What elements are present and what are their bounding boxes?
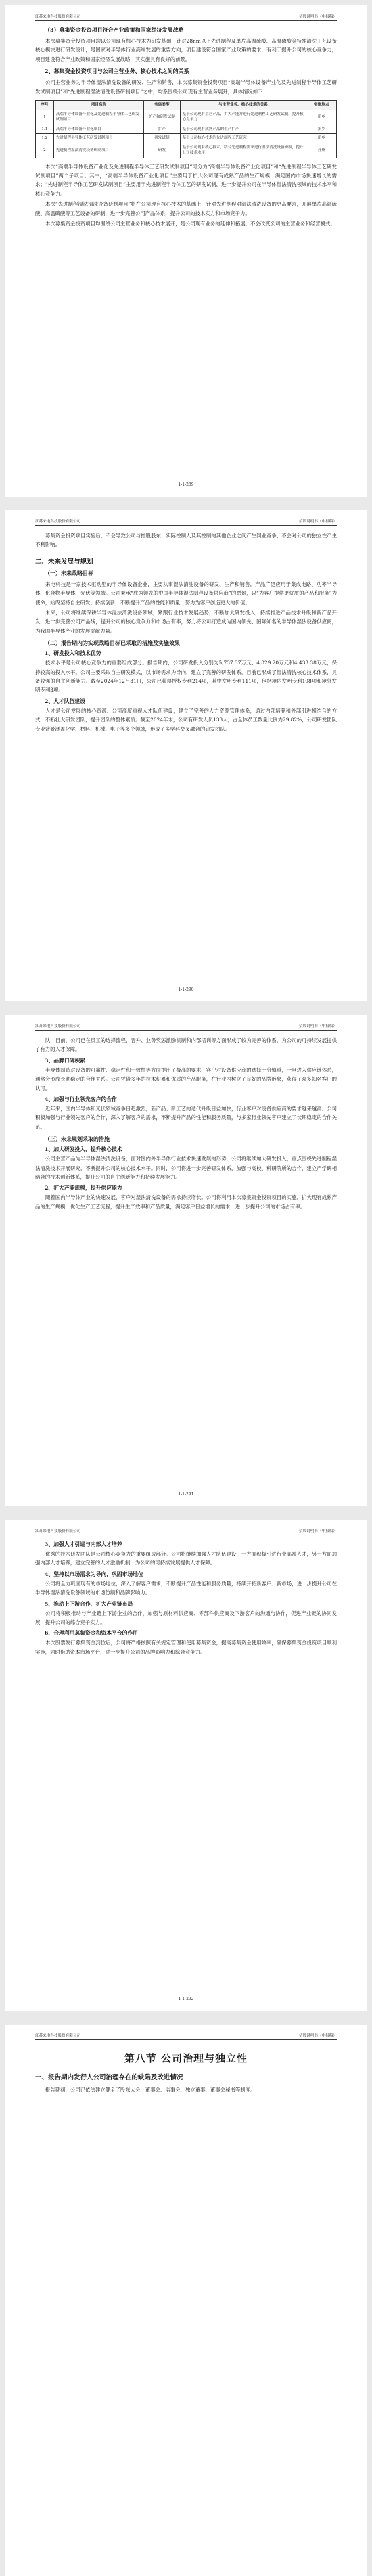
section-heading: 2、募集资金投资项目与公司主营业务、核心技术之间的关系 (45, 68, 189, 75)
table-header-cell: 序号 (36, 101, 54, 110)
table-cell: 研发 (144, 143, 180, 158)
header-doc-title: 招股说明书（申报稿） (299, 15, 337, 19)
section-heading: （一）未来战略目标 (45, 569, 93, 577)
document-page-1 (5, 5, 367, 497)
page-number: 1-1-290 (178, 987, 194, 992)
table-row (36, 110, 337, 125)
paragraph: 随着国内半导体产业的快速发展，客户对湿法清洗设备的需求持续增长。公司将利用本次募集资金投资项目的实施，扩大现有成熟产品的生产规模，优化生产工艺流程，提升生产效率和产品质量，满足客户日益增长的需求，进一步提升公司的市场占有率。 (35, 1194, 337, 1210)
paragraph: 队，目前，公司已在员工的选择流程、晋升、业务奖惩激励机制和内部培训等方面形成了较为完善的体系，为公司的可持续发展提供了有力的人才保障。 (35, 1037, 337, 1053)
header-doc-title: 招股说明书（申报稿） (299, 2034, 337, 2038)
table-header-row (36, 101, 337, 110)
subsection-heading: 3、加强人才引进与内部人才培养 (45, 1541, 122, 1547)
header-company: 江苏来电科技股份有限公司 (35, 15, 81, 19)
table-cell: 高端半导体设备产业化及先进制程半导体工艺研发试制项目 (53, 110, 144, 125)
subsection-heading: 2、扩大产能规模，提升供应能力 (45, 1185, 122, 1192)
subsection-heading: 4、加强与行业领先客户的合作 (45, 1096, 117, 1103)
paragraph: 募集资金投资项目实施后，不会导致公司与控股股东、实际控制人及其控制的其他企业之间产生同业竞争，不会对公司的独立性产生不利影响。 (35, 533, 337, 548)
table-header-cell: 实施地点 (306, 101, 337, 110)
paragraph: 公司主营业务为半导体湿法清洗设备的研发、生产和销售，本次募集资金投资项目“高端半导体设备产业化及先进制程半导体工艺研发试制项目”和“先进制程湿法清洗设备研制项目”之中，均系围绕公司现有主营业务展开，具体情况如下： (35, 79, 337, 95)
paragraph: 本次“先进制程湿法清洗设备研制项目”将在公司现有核心技术的基础上，针对先进制程对湿法清洗设备的更高要求，开展单片高温硫酸、高温磷酸等工艺设备的研制，进一步完善公司产品体系，提升公司的技术实力和市场竞争力。 (35, 201, 337, 217)
paragraph: 本次股票发行募集资金到位后，公司将严格按照有关规定管理和使用募集资金，提高募集资金使用效率，确保募集资金投资项目顺利实施，同时借助资本市场平台，进一步提升公司的品牌影响力和综合竞争力。 (35, 1640, 337, 1655)
paragraph: 未来，公司将继续深耕半导体湿法清洗设备领域，紧跟行业技术发展趋势，不断加大研发投入，持续推进产品技术升级和新产品开发，进一步完善公司产品线，提升公司的核心竞争力和市场占有率，努力将公司打造成为国内领先、国际知名的半导体湿法设备供应商，为我国半导体产业的发展贡献力量。 (35, 610, 337, 634)
subsection-heading: 1、加大研发投入，提升核心技术 (45, 1146, 122, 1153)
table-cell: 高端半导体设备产业化项目 (53, 125, 144, 134)
table-cell: 新乡 (306, 110, 337, 125)
page-number: 1-1-289 (178, 482, 194, 487)
table-cell: 扩产和研发试制 (144, 110, 180, 125)
document-page-2 (5, 510, 367, 1001)
header-company: 江苏来电科技股份有限公司 (35, 2034, 81, 2038)
table-cell: 新乡 (306, 125, 337, 134)
header-company: 江苏来电科技股份有限公司 (35, 1529, 81, 1533)
table-row (36, 143, 337, 158)
table-cell: 基于公司现有核心技术，结合先进制程需求进行湿法清洗设备研制，提升公司技术水平 (180, 143, 306, 158)
section-heading: （三）未来规划采取的措施 (45, 1135, 110, 1143)
section-heading: （3）募集资金投资项目符合产业政策和国家经济发展战略 (45, 26, 184, 33)
subsection-heading: 3、品牌口碑积累 (45, 1057, 86, 1064)
table-header-cell: 与主营业务、核心技术的关系 (180, 101, 306, 110)
table-row (36, 125, 337, 134)
table-cell: 先进制程湿法清洗设备研制项目 (53, 143, 144, 158)
page-number: 1-1-291 (178, 1492, 194, 1497)
document-page-3 (5, 1015, 367, 1506)
subsection-heading: 4、坚持以市场需求为导向，巩固市场地位 (45, 1571, 143, 1577)
paragraph: 半导体制造对设备的可靠性、稳定性和一致性等方面提出了极高的要求，客户对设备供应商的选择十分慎重，一旦进入供应链体系，通常会形成长期稳定的合作关系。公司凭借多年的技术积累和优质的产品服务，在行业内树立了良好的品牌形象，获得了众多知名客户的认可。 (35, 1066, 337, 1091)
subsection-heading: 1、研发投入和技术优势 (45, 650, 101, 657)
table-cell: 新乡 (306, 134, 337, 143)
page-header (35, 2025, 337, 2040)
paragraph: 本次募集资金投资项目均围绕公司主营业务和核心技术展开，是公司现有业务的延伸和拓展，不会改变公司的主营业务和经营模式。 (45, 220, 335, 227)
header-company: 江苏来电科技股份有限公司 (35, 520, 81, 524)
paragraph: 报告期初，公司已依法建立健全了股东大会、董事会、监事会、独立董事、董事会秘书等制度。 (45, 2087, 256, 2093)
header-doc-title: 招股说明书（申报稿） (299, 520, 337, 524)
paragraph: 优秀的技术研发团队是公司核心竞争力的重要组成部分。公司将继续加强人才队伍建设，一方面积极引进行业高端人才，另一方面加强内部人才培养，建立完善的人才激励机制，为公司的可持续发展提供人才保障。 (35, 1551, 337, 1566)
table-cell: 基于公司核心技术的先进制程工艺研究 (180, 134, 306, 143)
project-relation-table (35, 100, 337, 158)
document-page-5 (5, 2025, 367, 2576)
table-cell: 研发试制 (144, 134, 180, 143)
table-header-cell: 实施类型 (144, 101, 180, 110)
table-header-cell: 项目名称 (53, 101, 144, 110)
header-doc-title: 招股说明书（申报稿） (299, 1529, 337, 1533)
table-cell: 2 (36, 143, 54, 158)
table-cell: 1.1 (36, 125, 54, 134)
paragraph: 公司主营产品为半导体湿法清洗设备，面对国内外半导体行业技术快速发展的形势，公司将继续加大研发投入，重点围绕先进制程湿法清洗技术开展研究，不断提升公司的核心技术水平。同时，公司将进一步完善研发体系，加强与高校、科研院所的合作，建立产学研相结合的技术创新体系，提升公司的自主创新能力和持续发展能力。 (35, 1156, 337, 1181)
page-header (35, 510, 337, 526)
page-number: 1-1-292 (178, 1997, 194, 2002)
subsection-heading: 2、人才队伍建设 (45, 698, 86, 704)
paragraph: 本次募集资金投资项目均以公司现有核心技术为研发基础，针对28nm以下先进制程及单片高温硫酸、高温磷酸等特殊清洗工艺设备核心模块进行研发设计，是国家对半导体行业高端发展的重要方向，项目建设符合国家产业政策的要求，有利于提升公司的核心竞争力，项目建设符合产业政策和国家经济发展战略，其实施具有良好的前景。 (35, 38, 337, 62)
table-cell: 扩产 (144, 125, 180, 134)
page-header (35, 5, 337, 21)
paragraph: 来电科技是一家技术驱动型的半导体设备企业，主要从事湿法清洗设备的研发、生产和销售，产品广泛应用于集成电路、功率半导体、化合物半导体、光伏等领域。公司秉承“成为领先的中国半导体湿法制程设备供应商”的愿景，以“为客户提供更优质的产品和服务”为使命，始终坚持自主研发、持续创新，不断提升产品的性能和质量，努力为客户创造更大的价值。 (35, 581, 337, 606)
table-cell: 基于公司现有主营产品，扩大产能并进行先进制程工艺研发试制，提升核心竞争力 (180, 110, 306, 125)
chapter-title: 第八节 公司治理与独立性 (124, 2052, 248, 2064)
table-cell: 基于公司现有成熟产品的生产扩产 (180, 125, 306, 134)
paragraph: 人才是公司发展的核心资源。公司高度重视人才队伍建设，建立了完善的人力资源管理体系，通过内部培养和外部引进相结合的方式，不断壮大研发团队，提升团队的整体素质。截至2024年末，公司有研发人员133人，占全体员工数量比例为29.82%，公司研发团队专业背景涵盖化学、材料、机械、电子等多个领域，形成了多学科交叉融合的研发团队。 (35, 707, 337, 732)
header-company: 江苏来电科技股份有限公司 (35, 1024, 81, 1029)
page-header (35, 1015, 337, 1031)
subsection-heading: 5、推动上下游合作，扩大产业链布局 (45, 1600, 133, 1607)
section-heading: （二）报告期内为实现战略目标已采取的措施及实施效果 (45, 639, 180, 647)
table-cell: 苏州 (306, 143, 337, 158)
chapter-heading: 二、未来发展与规划 (35, 558, 93, 566)
table-row (36, 134, 337, 143)
subsection-heading: 6、合理利用募集资金和资本平台的作用 (45, 1630, 138, 1637)
paragraph: 公司将全力巩固现有的市场地位，深入了解客户需求，不断提升产品性能和服务质量，持续开拓新客户、新市场，进一步提升公司在半导体湿法清洗设备领域的市场份额和品牌影响力。 (35, 1580, 337, 1596)
header-doc-title: 招股说明书（申报稿） (299, 1024, 337, 1029)
paragraph: 近年来，国内半导体和光伏领域竞争日趋激烈，新产品、新工艺的迭代升级日益加快，行业客户对设备供应商的要求越来越高。公司积极加强与行业领先客户的合作，深入了解客户的需求，不断提升产品的性能和服务质量，与多家行业领先客户建立了长期稳定的合作关系。 (35, 1106, 337, 1130)
table-cell: 1.2 (36, 134, 54, 143)
chapter-heading: 一、报告期内发行人公司治理存在的缺陷及改进情况 (35, 2074, 183, 2081)
table-cell: 1 (36, 110, 54, 125)
page-header (35, 1520, 337, 1535)
table-cell: 先进制程半导体工艺研发试制项目 (53, 134, 144, 143)
paragraph: 公司将积极推动与产业链上下游企业的合作，加强与原材料供应商、零部件供应商及下游客户的沟通与协作，促进产业链的协同发展，提升公司的综合竞争实力。 (35, 1610, 337, 1626)
paragraph: 本次“高端半导体设备产业化及先进制程半导体工艺研发试制项目”可分为“高端半导体设备产业化项目”和“先进制程半导体工艺研发试制项目”两个子项目。其中，“高端半导体设备产业化项目”主要用于扩大公司现有成熟产品的生产规模，满足国内市场快速增长的需求；“先进制程半导体工艺研发试制项目”主要用于先进制程半导体工艺的研发试制，进一步提升公司在半导体湿法清洗领域的技术水平和核心竞争力。 (35, 163, 337, 197)
document-page-4 (5, 1520, 367, 2011)
paragraph: 技术水平是公司核心竞争力的重要组成部分。报告期内，公司研发投入分别为5,737.37万元、4,829.20万元和4,433.38万元，保持较高的投入水平。公司主要采取自主研发模式，以市场需求为导向，建立了完善的研发体系，目前已形成了湿法清洗核心技术体系，具备较强的自主创新能力。截至2024年12月31日，公司已获得授权专利214项，其中发明专利111项，包括境内发明专利108项和境外发明专利3项。 (35, 660, 337, 694)
